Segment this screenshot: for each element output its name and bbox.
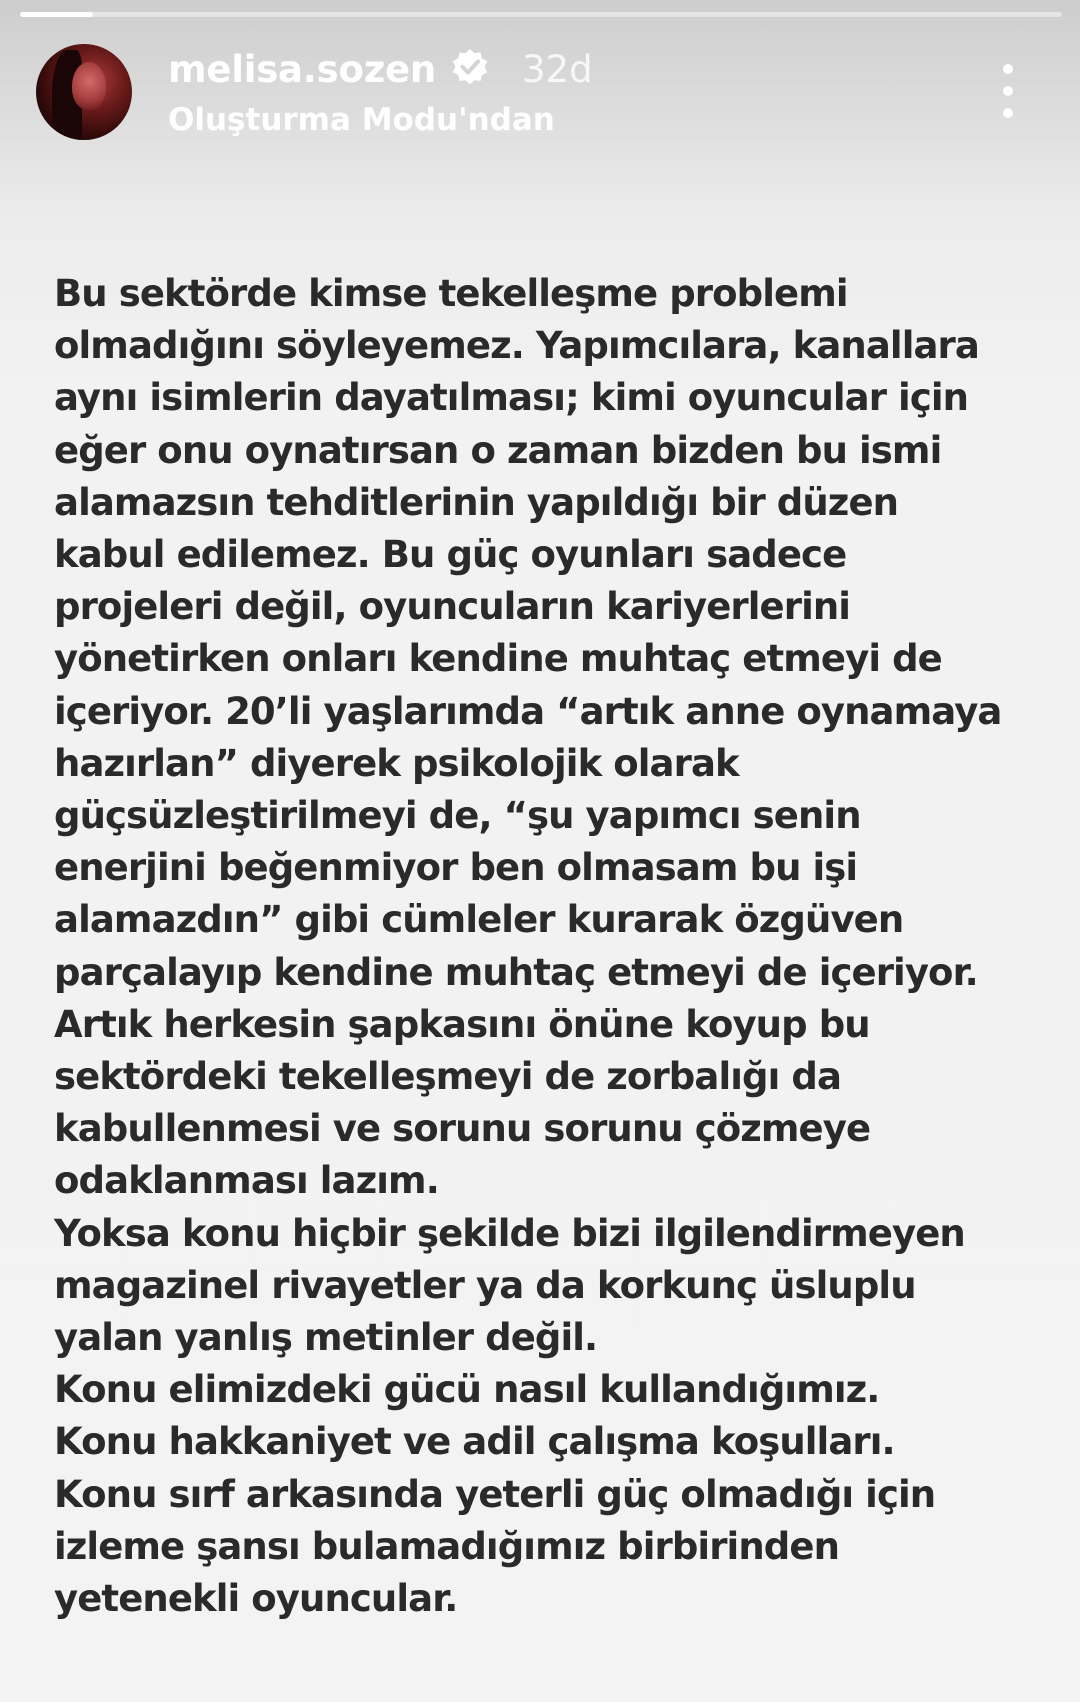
story-progress-bar [20,12,1062,17]
verified-badge-icon [450,47,490,87]
story-subtitle: Oluşturma Modu'ndan [168,102,555,138]
avatar[interactable] [36,44,132,140]
avatar-face [72,62,106,110]
username[interactable]: melisa.sozen [168,48,437,91]
timestamp: 32d [522,48,593,91]
story-text: Bu sektörde kimse tekelleşme problemi olmadığını söyleyemez. Yapımcılara, kanallara aynı isimlerin dayatılması; kimi oyuncular için eğer onu oynatırsan o zaman bizden bu ismi alamazsın tehditlerinin yapıldığı bir düzen kabul edilemez. Bu güç oyunları sadece projeleri değil, oyuncuların kariyerlerini yönetirken onları kendine muhtaç etmeyi de içeriyor. 20’li yaşlarımda “artık anne oynamaya hazırlan” diyerek psikolojik olarak güçsüzleştirilmeyi de, “şu yapımcı senin enerjini beğenmiyor ben olmasam bu işi alamazdın” gibi cümleler kurarak özgüven parçalayıp kendine muhtaç etmeyi de içeriyor. Artık herkesin şapkasını önüne koyup bu sektördeki tekelleşmeyi de zorbalığı da kabullenmesi ve sorunu sorunu çözmeye odaklanması lazım. Yoksa konu hiçbir şekilde bizi ilgilendirmeyen magazinel rivayetler ya da korkunç üsluplu yalan yanlış metinler değil. Konu elimizdeki gücü nasıl kullandığımız. Konu hakkaniyet ve adil çalışma koşulları. Konu sırf arkasında yeterli güç olmadığı için izleme şansı bulamadığımız birbirinden yetenekli oyuncular. [54,272,1002,1621]
more-vertical-icon[interactable] [996,64,1020,120]
story-progress-fill [20,12,93,17]
story-header [0,40,1080,150]
